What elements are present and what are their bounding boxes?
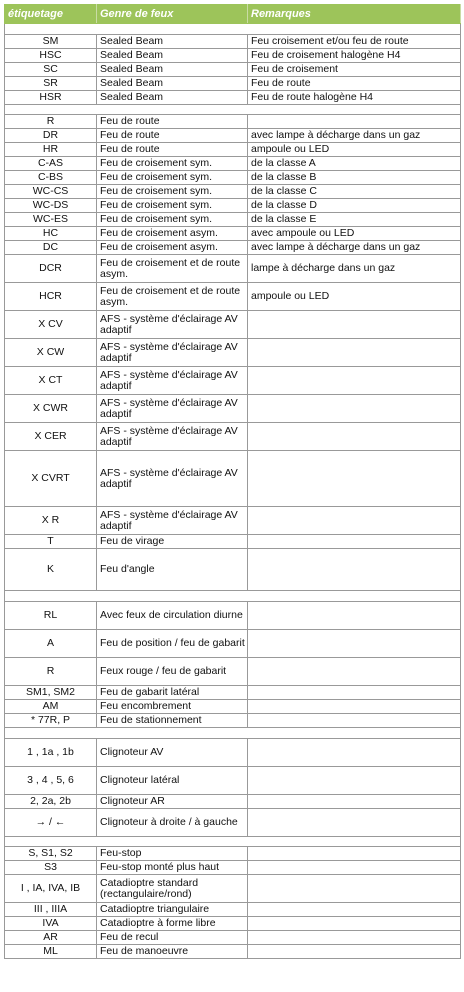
cell-genre-de-feux: AFS - système d'éclairage AV adaptif xyxy=(97,367,248,395)
cell-etiquetage: X CW xyxy=(5,339,97,367)
cell-etiquetage: X CT xyxy=(5,367,97,395)
cell-genre-de-feux: AFS - système d'éclairage AV adaptif xyxy=(97,395,248,423)
table-row xyxy=(5,91,461,105)
cell-etiquetage: K xyxy=(5,549,97,591)
cell-etiquetage: HR xyxy=(5,143,97,157)
table-row xyxy=(5,339,461,367)
table-row xyxy=(5,395,461,423)
cell-remarques: de la classe D xyxy=(248,199,461,213)
cell-genre-de-feux: Feu de gabarit latéral xyxy=(97,686,248,700)
cell-remarques xyxy=(248,535,461,549)
separator-cell xyxy=(5,105,461,115)
cell-remarques xyxy=(248,507,461,535)
cell-etiquetage: HSC xyxy=(5,49,97,63)
cell-genre-de-feux: Clignoteur AV xyxy=(97,739,248,767)
cell-remarques: de la classe C xyxy=(248,185,461,199)
cell-etiquetage: * 77R, P xyxy=(5,714,97,728)
cell-genre-de-feux: Feu de position / feu de gabarit xyxy=(97,630,248,658)
cell-remarques: de la classe E xyxy=(248,213,461,227)
table-row xyxy=(5,115,461,129)
cell-etiquetage: DC xyxy=(5,241,97,255)
table-row xyxy=(5,367,461,395)
cell-etiquetage: III , IIIA xyxy=(5,903,97,917)
table-row xyxy=(5,77,461,91)
header-genre-de-feux: Genre de feux xyxy=(97,5,248,24)
table-row xyxy=(5,714,461,728)
cell-genre-de-feux: Sealed Beam xyxy=(97,63,248,77)
cell-etiquetage: WC-ES xyxy=(5,213,97,227)
table-row xyxy=(5,903,461,917)
cell-etiquetage: S, S1, S2 xyxy=(5,847,97,861)
cell-remarques xyxy=(248,395,461,423)
cell-etiquetage: I , IA, IVA, IB xyxy=(5,875,97,903)
cell-genre-de-feux: Feu de croisement et de route asym. xyxy=(97,255,248,283)
cell-genre-de-feux: AFS - système d'éclairage AV adaptif xyxy=(97,339,248,367)
table-row xyxy=(5,809,461,837)
cell-remarques xyxy=(248,767,461,795)
cell-remarques: Feu de croisement halogène H4 xyxy=(248,49,461,63)
cell-remarques: Feu de route halogène H4 xyxy=(248,91,461,105)
group-separator xyxy=(5,591,461,602)
table-row xyxy=(5,739,461,767)
cell-genre-de-feux: Catadioptre triangulaire xyxy=(97,903,248,917)
separator-cell xyxy=(5,24,461,35)
table-row xyxy=(5,861,461,875)
separator-cell xyxy=(5,837,461,847)
cell-genre-de-feux: Feu de stationnement xyxy=(97,714,248,728)
cell-remarques: avec lampe à décharge dans un gaz xyxy=(248,129,461,143)
table-row xyxy=(5,199,461,213)
cell-etiquetage: 3 , 4 , 5, 6 xyxy=(5,767,97,795)
cell-remarques xyxy=(248,917,461,931)
cell-remarques xyxy=(248,931,461,945)
cell-genre-de-feux: Avec feux de circulation diurne xyxy=(97,602,248,630)
cell-etiquetage: X CVRT xyxy=(5,451,97,507)
table-row xyxy=(5,917,461,931)
cell-etiquetage: → / ← xyxy=(5,809,97,837)
cell-remarques xyxy=(248,602,461,630)
cell-genre-de-feux: Feux rouge / feu de gabarit xyxy=(97,658,248,686)
cell-genre-de-feux: AFS - système d'éclairage AV adaptif xyxy=(97,311,248,339)
cell-genre-de-feux: Feu de croisement asym. xyxy=(97,241,248,255)
table-row xyxy=(5,129,461,143)
cell-remarques xyxy=(248,861,461,875)
table-row xyxy=(5,549,461,591)
table-row xyxy=(5,49,461,63)
cell-genre-de-feux: Clignoteur à droite / à gauche xyxy=(97,809,248,837)
cell-remarques: de la classe B xyxy=(248,171,461,185)
cell-etiquetage: C-BS xyxy=(5,171,97,185)
cell-genre-de-feux: Feu de recul xyxy=(97,931,248,945)
cell-genre-de-feux: Feu de croisement sym. xyxy=(97,185,248,199)
cell-etiquetage: WC-CS xyxy=(5,185,97,199)
group-separator xyxy=(5,24,461,35)
cell-etiquetage: R xyxy=(5,658,97,686)
cell-genre-de-feux: AFS - système d'éclairage AV adaptif xyxy=(97,423,248,451)
cell-etiquetage: WC-DS xyxy=(5,199,97,213)
cell-remarques xyxy=(248,903,461,917)
cell-etiquetage: SM xyxy=(5,35,97,49)
separator-cell xyxy=(5,591,461,602)
cell-etiquetage: HSR xyxy=(5,91,97,105)
cell-genre-de-feux: AFS - système d'éclairage AV adaptif xyxy=(97,507,248,535)
table-row xyxy=(5,311,461,339)
table-row xyxy=(5,63,461,77)
table-row xyxy=(5,423,461,451)
table-row xyxy=(5,847,461,861)
cell-etiquetage: SM1, SM2 xyxy=(5,686,97,700)
cell-etiquetage: ML xyxy=(5,945,97,959)
group-separator xyxy=(5,105,461,115)
header-row xyxy=(5,5,461,24)
table-row xyxy=(5,35,461,49)
cell-remarques xyxy=(248,686,461,700)
table-row xyxy=(5,795,461,809)
cell-etiquetage: X CV xyxy=(5,311,97,339)
table-row xyxy=(5,700,461,714)
cell-genre-de-feux: Feu-stop xyxy=(97,847,248,861)
cell-remarques: ampoule ou LED xyxy=(248,283,461,311)
cell-remarques xyxy=(248,311,461,339)
table-row xyxy=(5,255,461,283)
cell-etiquetage: A xyxy=(5,630,97,658)
table-row xyxy=(5,767,461,795)
cell-remarques: avec ampoule ou LED xyxy=(248,227,461,241)
cell-remarques xyxy=(248,714,461,728)
cell-genre-de-feux: Sealed Beam xyxy=(97,49,248,63)
cell-etiquetage: SR xyxy=(5,77,97,91)
cell-remarques xyxy=(248,630,461,658)
lighting-codes-document xyxy=(4,4,460,959)
table-row xyxy=(5,185,461,199)
cell-etiquetage: T xyxy=(5,535,97,549)
table-row xyxy=(5,875,461,903)
cell-genre-de-feux: AFS - système d'éclairage AV adaptif xyxy=(97,451,248,507)
cell-genre-de-feux: Feu-stop monté plus haut xyxy=(97,861,248,875)
table-row xyxy=(5,945,461,959)
header-etiquetage: étiquetage xyxy=(5,5,97,24)
cell-remarques xyxy=(248,847,461,861)
group-separator xyxy=(5,728,461,739)
cell-etiquetage: R xyxy=(5,115,97,129)
cell-remarques xyxy=(248,115,461,129)
cell-genre-de-feux: Feu de croisement sym. xyxy=(97,157,248,171)
cell-remarques xyxy=(248,700,461,714)
cell-remarques xyxy=(248,945,461,959)
cell-remarques xyxy=(248,875,461,903)
cell-genre-de-feux: Feu de croisement sym. xyxy=(97,213,248,227)
cell-remarques: Feu croisement et/ou feu de route xyxy=(248,35,461,49)
table-row xyxy=(5,630,461,658)
cell-remarques xyxy=(248,658,461,686)
table-row xyxy=(5,157,461,171)
table-row xyxy=(5,451,461,507)
table-row xyxy=(5,602,461,630)
cell-remarques xyxy=(248,339,461,367)
cell-etiquetage: X R xyxy=(5,507,97,535)
cell-genre-de-feux: Catadioptre standard (rectangulaire/rond) xyxy=(97,875,248,903)
cell-genre-de-feux: Catadioptre à forme libre xyxy=(97,917,248,931)
header-remarques: Remarques xyxy=(248,5,461,24)
table-row xyxy=(5,241,461,255)
table-row xyxy=(5,658,461,686)
cell-genre-de-feux: Feu encombrement xyxy=(97,700,248,714)
cell-genre-de-feux: Sealed Beam xyxy=(97,35,248,49)
cell-etiquetage: SC xyxy=(5,63,97,77)
separator-cell xyxy=(5,728,461,739)
cell-remarques: avec lampe à décharge dans un gaz xyxy=(248,241,461,255)
cell-genre-de-feux: Feu de croisement et de route asym. xyxy=(97,283,248,311)
table-row xyxy=(5,535,461,549)
table-row xyxy=(5,213,461,227)
cell-etiquetage: S3 xyxy=(5,861,97,875)
cell-etiquetage: 2, 2a, 2b xyxy=(5,795,97,809)
lighting-codes-table xyxy=(4,4,461,959)
cell-etiquetage: X CWR xyxy=(5,395,97,423)
cell-genre-de-feux: Feu de virage xyxy=(97,535,248,549)
cell-etiquetage: HC xyxy=(5,227,97,241)
cell-remarques xyxy=(248,451,461,507)
cell-remarques xyxy=(248,809,461,837)
cell-etiquetage: X CER xyxy=(5,423,97,451)
table-row xyxy=(5,227,461,241)
cell-remarques: ampoule ou LED xyxy=(248,143,461,157)
cell-etiquetage: RL xyxy=(5,602,97,630)
cell-genre-de-feux: Clignoteur latéral xyxy=(97,767,248,795)
cell-etiquetage: AR xyxy=(5,931,97,945)
cell-remarques: Feu de croisement xyxy=(248,63,461,77)
table-row xyxy=(5,931,461,945)
cell-remarques xyxy=(248,367,461,395)
cell-genre-de-feux: Feu de manoeuvre xyxy=(97,945,248,959)
cell-genre-de-feux: Feu de route xyxy=(97,143,248,157)
cell-genre-de-feux: Feu d'angle xyxy=(97,549,248,591)
cell-genre-de-feux: Feu de route xyxy=(97,115,248,129)
cell-genre-de-feux: Sealed Beam xyxy=(97,91,248,105)
cell-remarques: de la classe A xyxy=(248,157,461,171)
group-separator xyxy=(5,837,461,847)
table-row xyxy=(5,143,461,157)
cell-remarques xyxy=(248,549,461,591)
cell-genre-de-feux: Feu de route xyxy=(97,129,248,143)
cell-remarques: lampe à décharge dans un gaz xyxy=(248,255,461,283)
table-header xyxy=(5,5,461,24)
cell-etiquetage: AM xyxy=(5,700,97,714)
cell-etiquetage: IVA xyxy=(5,917,97,931)
cell-remarques xyxy=(248,739,461,767)
cell-etiquetage: C-AS xyxy=(5,157,97,171)
table-row xyxy=(5,686,461,700)
cell-genre-de-feux: Clignoteur AR xyxy=(97,795,248,809)
cell-remarques xyxy=(248,795,461,809)
table-row xyxy=(5,283,461,311)
cell-remarques xyxy=(248,423,461,451)
cell-genre-de-feux: Feu de croisement sym. xyxy=(97,171,248,185)
cell-etiquetage: 1 , 1a , 1b xyxy=(5,739,97,767)
cell-etiquetage: DCR xyxy=(5,255,97,283)
table-row xyxy=(5,171,461,185)
cell-etiquetage: HCR xyxy=(5,283,97,311)
cell-etiquetage: DR xyxy=(5,129,97,143)
table-row xyxy=(5,507,461,535)
cell-genre-de-feux: Sealed Beam xyxy=(97,77,248,91)
cell-remarques: Feu de route xyxy=(248,77,461,91)
cell-genre-de-feux: Feu de croisement asym. xyxy=(97,227,248,241)
cell-genre-de-feux: Feu de croisement sym. xyxy=(97,199,248,213)
table-body xyxy=(5,24,461,959)
